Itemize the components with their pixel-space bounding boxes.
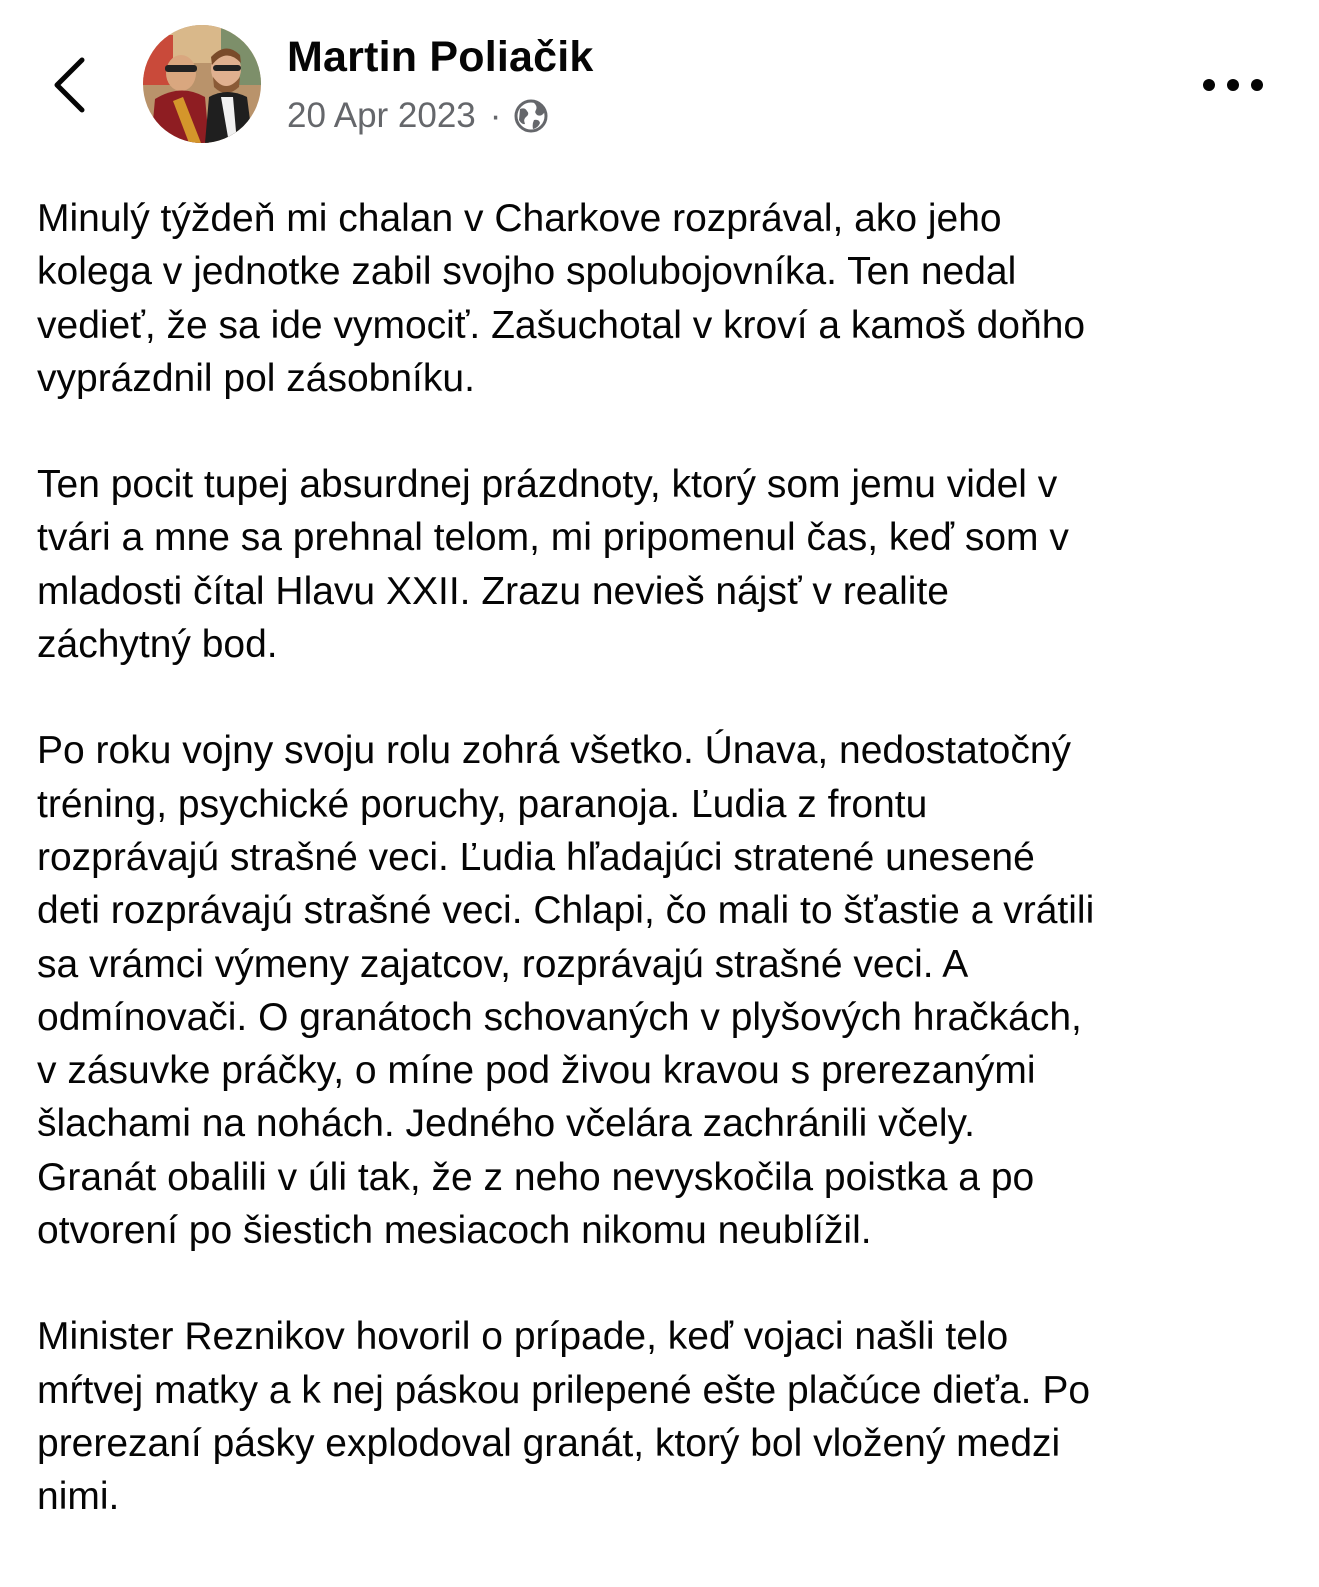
- globe-icon[interactable]: [513, 98, 549, 134]
- post-date[interactable]: 20 Apr 2023: [287, 96, 476, 135]
- meta-separator: ·: [489, 96, 502, 135]
- post-header: [0, 0, 1319, 170]
- post-paragraph: Ten pocit tupej absurdnej prázdnoty, ktorý som jemu videl v tvári a mne sa prehnal telom, mi pripomenul čas, keď som v mladosti čítal Hlavu XXII. Zrazu nevieš nájsť v realite záchytný bod.: [37, 463, 1069, 667]
- back-button[interactable]: [42, 50, 102, 120]
- author-avatar[interactable]: [143, 25, 261, 143]
- post-meta: [287, 94, 549, 138]
- post-body: [37, 192, 1287, 1577]
- more-options-button[interactable]: [1198, 68, 1268, 102]
- post-paragraph: Po roku vojny svoju rolu zohrá všetko. Únava, nedostatočný tréning, psychické poruchy, paranoja. Ľudia z frontu rozprávajú strašné veci. Ľudia hľadajúci stratené unesené deti rozprávajú strašné veci. Chlapi, čo mali to šťastie a vrátili sa vrámci výmeny zajatcov, rozprávajú strašné veci. A odmínovači. O granátoch schovaných v plyšových hračkách, v zásuvke práčky, o míne pod živou kravou s prerezanými šlachami na nohách. Jedného včelára zachránili včely. Granát obalili v úli tak, že z neho nevyskočila poistka a po otvorení po šiestich mesiacoch nikomu neublížil.: [37, 729, 1095, 1253]
- more-horizontal-icon: [1198, 68, 1268, 102]
- post-paragraph: Minulý týždeň mi chalan v Charkove rozprával, ako jeho kolega v jednotke zabil svojho spolubojovníka. Ten nedal vedieť, že sa ide vymociť. Zašuchotal v kroví a kamoš doňho vyprázdnil pol zásobníku.: [37, 197, 1086, 400]
- chevron-left-icon: [42, 50, 102, 120]
- post-paragraph: Minister Reznikov hovoril o prípade, keď vojaci našli telo mŕtvej matky a k nej páskou prilepené ešte plačúce dieťa. Po prerezaní pásky explodoval granát, ktorý bol vložený medzi nimi.: [37, 1315, 1091, 1519]
- author-name[interactable]: Martin Poliačik: [287, 33, 594, 81]
